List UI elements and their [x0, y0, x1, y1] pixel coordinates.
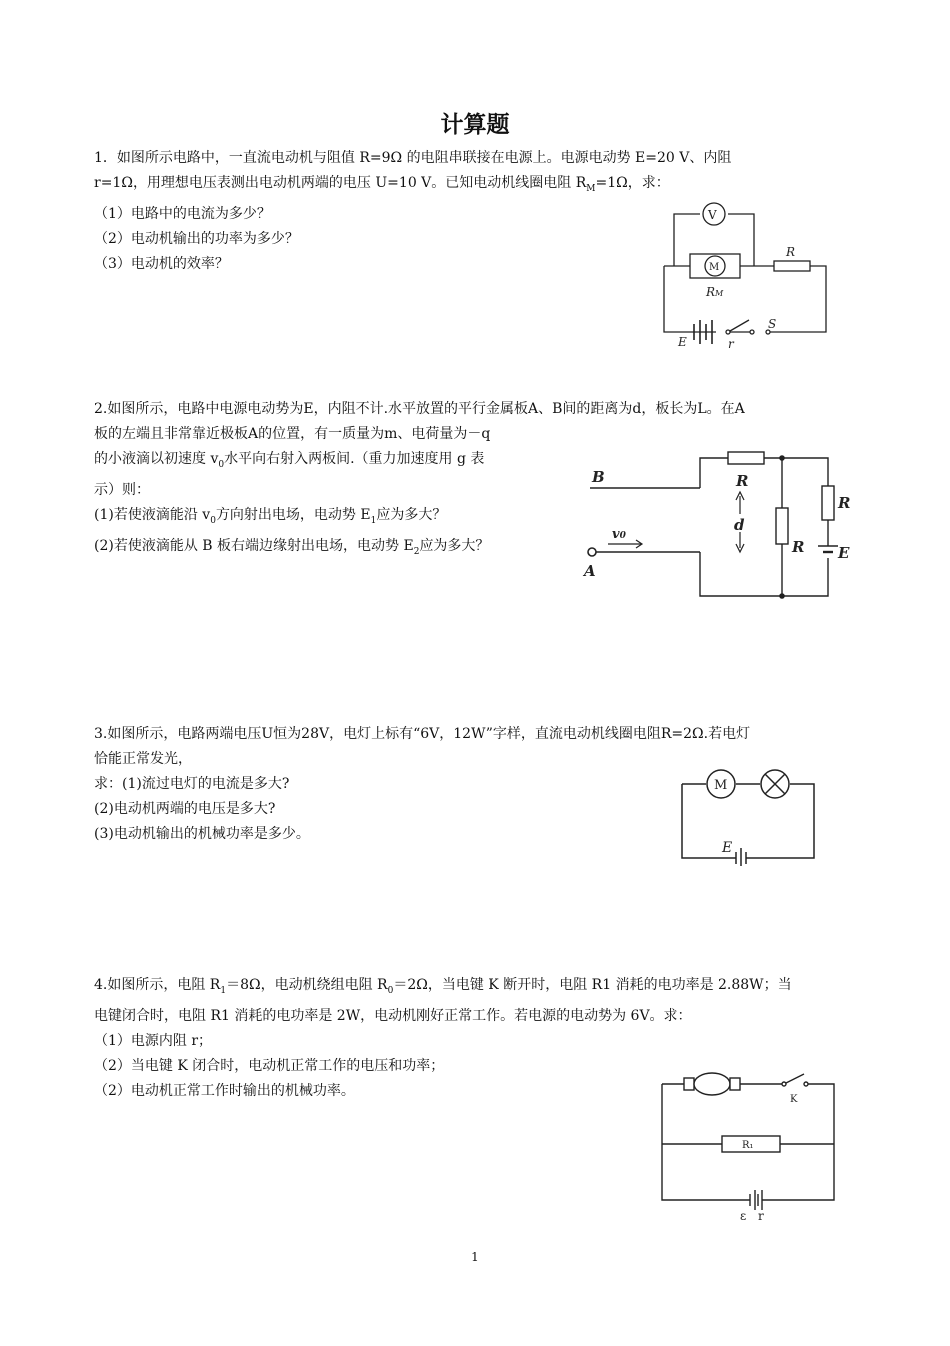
battery-emf-label: E	[678, 335, 687, 349]
problem-3-circuit-diagram	[674, 762, 824, 866]
plate-b-label: B	[592, 468, 605, 486]
voltmeter-label: V	[708, 208, 717, 222]
problem-3	[94, 722, 750, 847]
problem-2-line-4: 示）则：	[94, 481, 150, 498]
problem-4-question-2: （2）当电键 K 闭合时，电动机正常工作的电压和功率；	[94, 1057, 445, 1074]
problem-2-circuit-diagram	[580, 448, 860, 603]
battery-label: E	[722, 840, 733, 856]
problem-1	[94, 146, 731, 277]
problem-3-question-1: 求：(1)流过电灯的电流是多大?	[94, 776, 290, 792]
problem-2-line-3: 的小液滴以初速度 $v_0$水平向右射入两板间.（重力加速度用 g 表	[94, 451, 485, 470]
right-resistor-label: R	[838, 494, 851, 512]
problem-4-question-3: （2）电动机正常工作时输出的机械功率。	[94, 1082, 355, 1099]
problem-4-circuit-diagram	[654, 1062, 844, 1222]
problem-3-line-1: 3.如图所示，电路两端电压U恒为28V，电灯上标有“6V，12W”字样，直流电动机线圈电阻R=2Ω.若电灯	[94, 726, 751, 742]
problem-3-question-3: (3)电动机输出的机械功率是多少。	[94, 826, 310, 842]
velocity-label: v0	[612, 527, 626, 542]
plate-distance-label: d	[734, 516, 745, 534]
battery-emf-label: E	[838, 544, 850, 562]
top-resistor-label: R	[736, 472, 749, 490]
problem-1-question-2: （2）电动机输出的功率为多少？	[94, 230, 299, 247]
switch-label: S	[768, 317, 777, 331]
problem-4-line-2: 电键闭合时，电阻 R1 消耗的电功率是 2W，电动机刚好正常工作。若电源的电动势为 6V。求：	[94, 1007, 692, 1024]
switch-k-label: K	[790, 1094, 798, 1105]
problem-3-question-2: (2)电动机两端的电压是多大?	[94, 801, 276, 817]
problem-3-line-2: 恰能正常发光，	[94, 751, 192, 767]
problem-1-line-1: 1．如图所示电路中，一直流电动机与阻值 R=9Ω 的电阻串联接在电源上。电源电动势 E=20 V、内阻	[94, 150, 732, 166]
problem-1-question-3: （3）电动机的效率？	[94, 255, 229, 272]
problem-4-question-1: （1）电源内阻 r；	[94, 1032, 213, 1049]
resistor-label: R	[786, 245, 796, 259]
internal-resistance-label: r	[758, 1209, 764, 1222]
middle-resistor-label: R	[792, 538, 805, 556]
emf-label: ε	[740, 1209, 747, 1222]
page-number: 1	[471, 1250, 479, 1264]
problem-2-question-2: (2)若使液滴能从 B 板右端边缘射出电场，电动势 $E_2$应为多大？	[94, 537, 490, 557]
plate-a-label: A	[584, 562, 596, 580]
page-title: 计算题	[440, 112, 510, 138]
motor-label: M	[714, 778, 728, 793]
problem-4-line-1: 4.如图所示，电阻 $R_1=8\Omega$，电动机绕组电阻 $R_0=2\Omega$，当电键 K 断开时，电阻 R1 消耗的电功率是 2.88W；当	[94, 977, 792, 996]
problem-1-question-1: （1）电路中的电流为多少？	[94, 205, 271, 222]
problem-1-line-2: r=1Ω，用理想电压表测出电动机两端的电压 U=10 V。已知电动机线圈电阻 $R_M=1\Omega$，求：	[94, 175, 670, 194]
problem-2-line-1: 2.如图所示，电路中电源电动势为E，内阻不计.水平放置的平行金属板A、B间的距离为d，板长为L。在A	[94, 401, 745, 417]
motor-resistance-label: RM	[706, 285, 724, 299]
problem-2-question-1: (1)若使液滴能沿 $v_0$方向射出电场，电动势 $E_1$应为多大？	[94, 506, 447, 526]
problem-1-circuit-diagram	[650, 200, 840, 350]
internal-resistance-label: r	[728, 337, 734, 350]
problem-2-line-2: 板的左端且非常靠近极板A的位置，有一质量为m、电荷量为－q	[94, 426, 491, 442]
resistor-r1-label: R₁	[742, 1140, 754, 1151]
motor-label: M	[709, 262, 720, 273]
